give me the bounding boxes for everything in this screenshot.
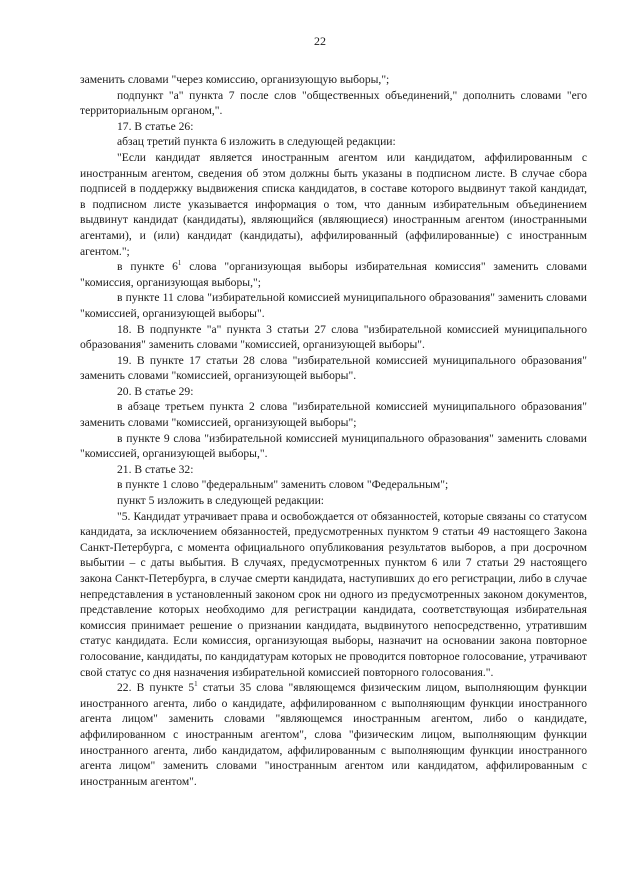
paragraph-6-start: в пункте 6 — [117, 260, 178, 274]
paragraph-13: 21. В статье 32: — [117, 462, 194, 476]
paragraph-12: в пункте 9 слова "избирательной комиссией муниципального образования" заменить словами "комиссией, организующей выборы,". — [80, 431, 587, 461]
paragraph-5: "Если кандидат является иностранным агентом или кандидатом, аффилированным с иностранным агентом, сведения об этом должны быть указаны в подписном листе. В случае сбора подписей в поддержку выдвижения списка кандидатов, в составе которого выдвинут такой кандидат, в подписном листе указывается информация о том, что данным избирательным объединением выдвинут кандидат (кандидаты), являющийся (являющиеся) иностранным агентом (иностранными агентами), и (или) кандидат (кандидаты), аффилированный (аффилированные) с иностранным агентом."; — [80, 150, 587, 258]
paragraph-3: 17. В статье 26: — [117, 119, 194, 133]
paragraph-17 — [80, 680, 587, 789]
paragraph-1: заменить словами "через комиссию, организующую выборы,"; — [80, 73, 390, 86]
paragraph-14: в пункте 1 слово "федеральным" заменить словом "Федеральным"; — [117, 478, 449, 492]
paragraph-16: "5. Кандидат утрачивает права и освобождается от обязанностей, которые связаны со статусом кандидата, за исключением обязанностей, предусмотренных пунктом 9 статьи 49 настоящего Закона Санкт-Петербурга, с момента официального опубликования результатов выборов, а при досрочном выбытии – с даты выбытия. В случаях, предусмотренных пунктом 6 или 7 статьи 29 настоящего закона Санкт-Петербурга, в случае смерти кандидата, наступивших до его регистрации, либо в случае непредставления в установленный законом срок ни одного из предусмотренных законом документов, представление которых необходимо для регистрации кандидата, соответствующая избирательная комиссия принимает решение о признании кандидата, выдвинутого непосредственно, утратившим статус кандидата. Если комиссия, организующая выборы, назначит на основании закона повторное голосование, кандидаты, по кандидатурам которых не проводится повторное голосование, утрачивают свой статус со дня назначения избирательной комиссией повторного голосования.". — [80, 509, 587, 679]
paragraph-17-end: статьи 35 слова "являющемся физическим лицом, выполняющим функции иностранного агента, либо о кандидате, аффилированном с выполняющим функции иностранного агента лицом" заменить словами "являющемся иностранным агентом, либо о кандидате, аффилированном с иностранным агентом", слова "физическим лицом, выполняющим функции иностранного агента, либо кандидатом, аффилированным с выполняющим функции иностранного агента лицом" заменить словами "иностранным агентом или кандидатом, аффилированным с иностранным агентом". — [80, 681, 587, 788]
paragraph-6 — [80, 259, 587, 290]
paragraph-9: 19. В пункте 17 статьи 28 слова "избирательной комиссией муниципального образования" заменить словами "комиссией, организующей выборы". — [80, 353, 587, 383]
paragraph-10: 20. В статье 29: — [117, 384, 194, 398]
paragraph-4: абзац третий пункта 6 изложить в следующей редакции: — [117, 135, 396, 149]
paragraph-11: в абзаце третьем пункта 2 слова "избирательной комиссией муниципального образования" заменить словами "комиссией, организующей выборы"; — [80, 400, 587, 430]
paragraph-7: в пункте 11 слова "избирательной комиссией муниципального образования" заменить словами "комиссией, организующей выборы". — [80, 291, 587, 320]
page-number: 22 — [314, 34, 326, 48]
paragraph-15: пункт 5 изложить в следующей редакции: — [117, 494, 325, 508]
paragraph-8: 18. В подпункте "а" пункта 3 статьи 27 слова "избирательной комиссией муниципального образования" заменить словами "комиссией, организующей выборы". — [80, 322, 587, 352]
paragraph-17-start: 22. В пункте 5 — [117, 681, 195, 695]
superscript: 1 — [177, 259, 182, 268]
superscript: 1 — [194, 680, 198, 689]
paragraph-2: подпункт "а" пункта 7 после слов "общественных объединений," дополнить словами "его территориальным органом,". — [80, 88, 587, 118]
document-body — [80, 72, 587, 789]
paragraph-6-end: слова "организующая выборы избирательная комиссия" заменить словами "комиссия, организующая выборы,"; — [80, 260, 588, 289]
